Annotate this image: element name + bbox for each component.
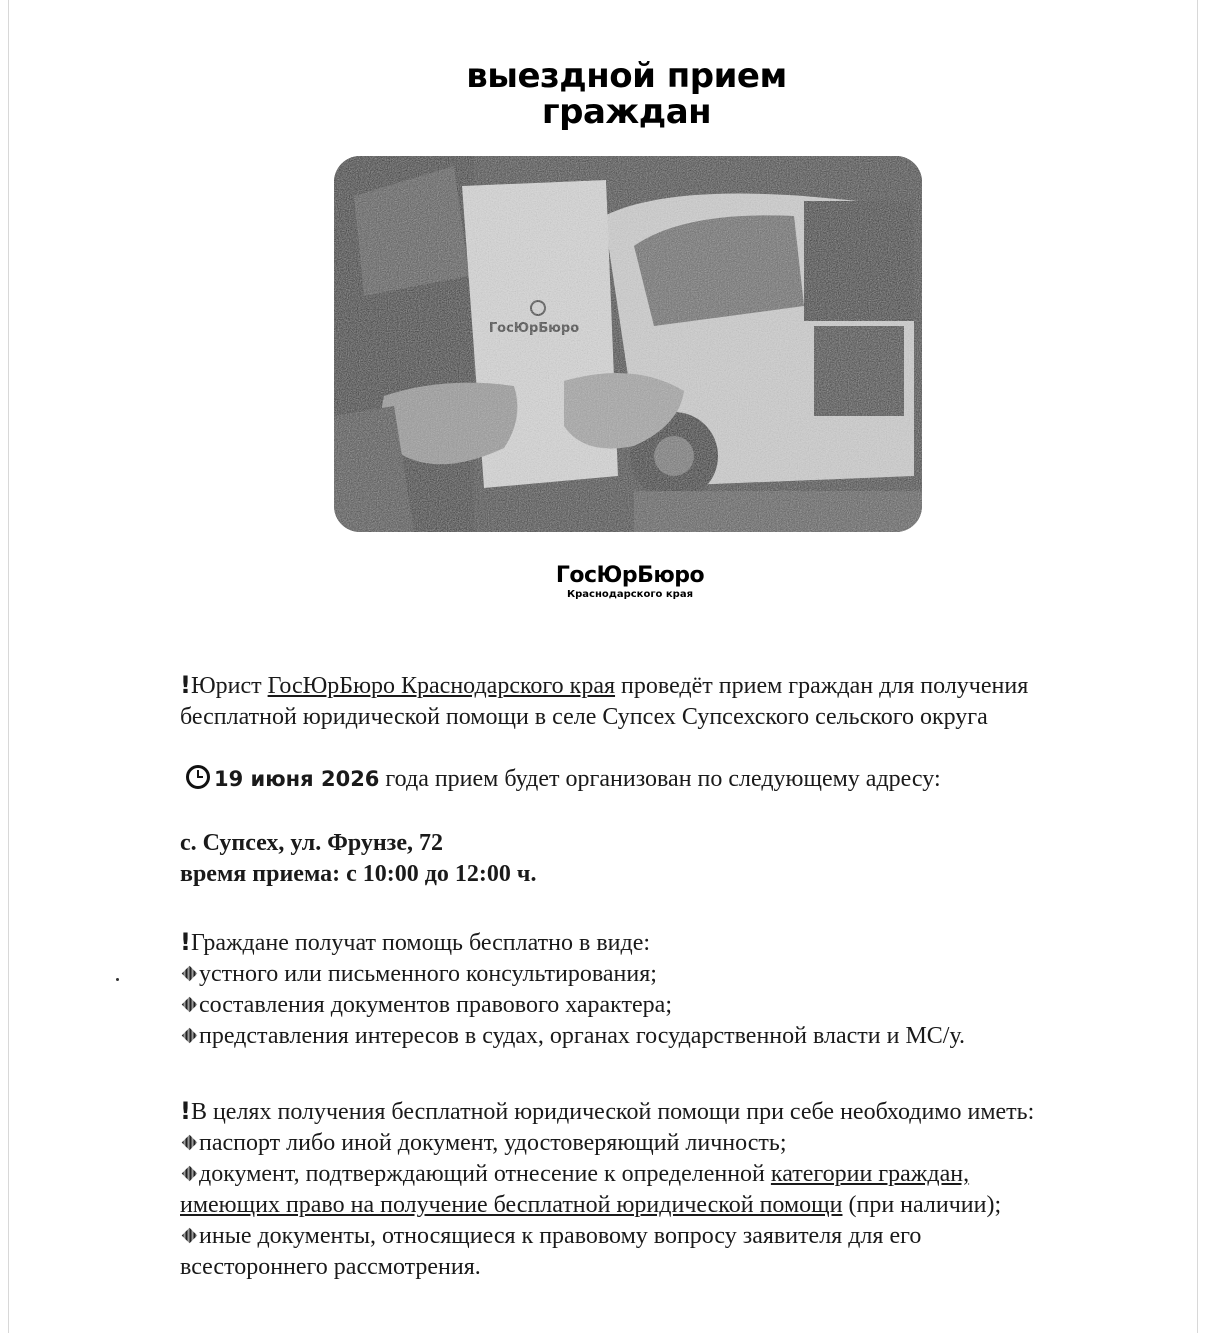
reception-time: время приема: с 10:00 до 12:00 ч. [180,861,537,887]
diamond-bullet-icon [182,966,198,982]
help-heading: Граждане получат помощь бесплатно в виде: [190,930,651,956]
stray-mark [116,978,119,981]
docs-item-2-after: (при наличии); [842,1192,1002,1218]
diamond-bullet-icon [182,1135,198,1151]
diamond-bullet-icon [182,1166,198,1182]
help-item-1: устного или письменного консультирования; [199,961,657,987]
docs-heading: В целях получения бесплатной юридической помощи при себе необходимо иметь: [190,1099,1035,1125]
exclamation-icon: ! [180,1097,191,1125]
intro-text-after: проведёт прием граждан для получения [615,673,1029,699]
page-edge-left [8,0,9,1333]
event-photo [334,156,922,532]
date-line [180,764,1140,795]
citizen-category-link-cont[interactable]: имеющих право на получение бесплатной юридической помощи [180,1192,843,1218]
docs-item-3-line-2: всестороннего рассмотрения. [180,1254,481,1280]
exclamation-icon: ! [180,928,191,956]
page-title [0,58,1206,130]
gosyurburo-logo [520,548,740,628]
docs-item-2-text: документ, подтверждающий отнесение к определенной [199,1161,771,1187]
help-item-3: представления интересов в судах, органах государственной власти и МС/у. [199,1023,966,1049]
intro-paragraph [180,670,1140,733]
clock-icon [186,765,210,789]
intro-text-before: Юрист [190,673,268,699]
title-line-1: выездной прием [466,56,787,96]
logo-name: ГосЮрБюро [555,563,705,588]
address-block [180,828,1140,890]
diamond-bullet-icon [182,1028,198,1044]
booklet-label: ГосЮрБюро [488,321,580,336]
intro-line-2: бесплатной юридической помощи в селе Супсех Супсехского сельского округа [180,704,988,730]
docs-item-1: паспорт либо иной документ, удостоверяющий личность; [199,1130,787,1156]
address-line: с. Супсех, ул. Фрунзе, 72 [180,830,443,856]
documents-section [180,1096,1140,1283]
page-edge-right [1197,0,1198,1333]
diamond-bullet-icon [182,1228,198,1244]
logo-subtitle: Краснодарского края [566,589,694,600]
event-date: 19 июня 2026 [214,767,380,791]
exclamation-icon: ! [180,671,191,699]
help-section [180,927,1140,1052]
help-item-2: составления документов правового характера; [199,992,672,1018]
title-line-2: граждан [541,92,712,132]
date-line-rest: года прием будет организован по следующему адресу: [379,766,941,792]
diamond-bullet-icon [182,997,198,1013]
photo-illustration [334,156,922,532]
citizen-category-link[interactable]: категории граждан, [770,1161,970,1187]
docs-item-3-line-1: иные документы, относящиеся к правовому вопросу заявителя для его [199,1223,922,1249]
gosyurburo-link[interactable]: ГосЮрБюро Краснодарского края [267,673,616,699]
